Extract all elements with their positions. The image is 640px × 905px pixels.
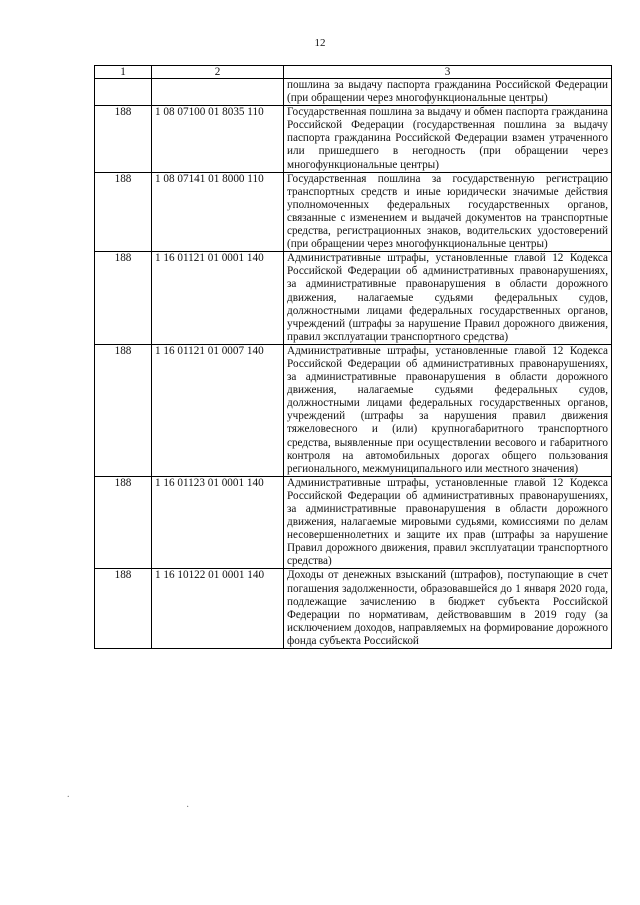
table-row — [95, 79, 612, 106]
header-col-2: 2 — [152, 66, 284, 79]
description-cell: Государственная пошлина за выдачу и обмен паспорта гражданина Российской Федерации (государственная пошлина за выдачу паспорта гражданина Российской Федерации взамен утраченного или пришедшего в негодность (при обращении через многофункциональные центры) — [284, 106, 612, 172]
budget-code-cell: 1 08 07100 01 8035 110 — [152, 106, 284, 172]
table-header-row — [95, 66, 612, 79]
budget-code-cell: 1 16 01121 01 0001 140 — [152, 252, 284, 345]
description-cell: Административные штрафы, установленные главой 12 Кодекса Российской Федерации об административных правонарушениях, за административные правонарушения в области дорожного движения, налагаемые судьями федеральных судов, должностными лицами федеральных государственных органов, учреждений (штрафы за нарушения правил движения тяжеловесного и (или) крупногабаритного транспортного средства, выявленные при осуществлении весового и габаритного контроля на автомобильных дорогах общего пользования регионального, межмуниципального или местного значения) — [284, 344, 612, 476]
admin-code-cell: 188 — [95, 476, 152, 569]
admin-code-cell — [95, 79, 152, 106]
admin-code-cell: 188 — [95, 569, 152, 649]
budget-code-cell: 1 16 01121 01 0007 140 — [152, 344, 284, 476]
budget-code-cell: 1 16 10122 01 0001 140 — [152, 569, 284, 649]
scan-speck: · — [186, 802, 190, 813]
admin-code-cell: 188 — [95, 172, 152, 252]
header-col-3: 3 — [284, 66, 612, 79]
admin-code-cell: 188 — [95, 344, 152, 476]
description-cell: Административные штрафы, установленные главой 12 Кодекса Российской Федерации об административных правонарушениях, за административные правонарушения в области дорожного движения, налагаемые судьями федеральных судов, должностными лицами федеральных государственных органов, учреждений (штрафы за нарушение Правил дорожного движения, правил эксплуатации транспортного средства) — [284, 252, 612, 345]
table-row — [95, 476, 612, 569]
budget-code-cell: 1 08 07141 01 8000 110 — [152, 172, 284, 252]
admin-code-cell: 188 — [95, 106, 152, 172]
header-col-1: 1 — [95, 66, 152, 79]
table-row — [95, 252, 612, 345]
scan-speck: . — [67, 789, 70, 800]
table-row — [95, 569, 612, 649]
revenue-codes-table — [94, 65, 612, 649]
description-cell: Государственная пошлина за государственную регистрацию транспортных средств и иные юридически значимые действия уполномоченных федеральных государственных органов, связанные с изменением и выдачей документов на транспортные средства, регистрационных знаков, водительских удостоверений (при обращении через многофункциональные центры) — [284, 172, 612, 252]
table-row — [95, 172, 612, 252]
page-number: 12 — [314, 37, 326, 49]
budget-code-cell: 1 16 01123 01 0001 140 — [152, 476, 284, 569]
budget-code-cell — [152, 79, 284, 106]
description-cell: Доходы от денежных взысканий (штрафов), поступающие в счет погашения задолженности, образовавшейся до 1 января 2020 года, подлежащие зачислению в бюджет субъекта Российской Федерации по нормативам, действовавшим в 2019 году (за исключением доходов, направляемых на формирование дорожного фонда субъекта Российской — [284, 569, 612, 649]
table-row — [95, 344, 612, 476]
table-row — [95, 106, 612, 172]
description-cell: Административные штрафы, установленные главой 12 Кодекса Российской Федерации об административных правонарушениях, за административные правонарушения в области дорожного движения, налагаемые мировыми судьями, комиссиями по делам несовершеннолетних и защите их прав (штрафы за нарушение Правил дорожного движения, правил эксплуатации транспортного средства) — [284, 476, 612, 569]
admin-code-cell: 188 — [95, 252, 152, 345]
description-cell: пошлина за выдачу паспорта гражданина Российской Федерации (при обращении через многофункциональные центры) — [284, 79, 612, 106]
